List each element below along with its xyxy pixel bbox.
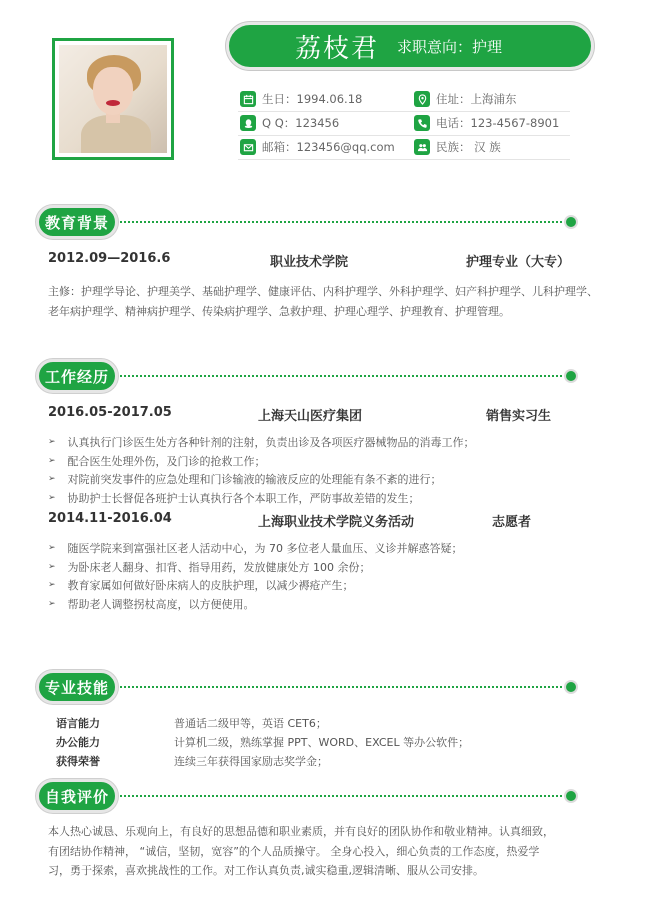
arrow-bullet-icon: ➢ bbox=[48, 455, 56, 466]
ethnicity-text: 民族： 汉 族 bbox=[436, 140, 501, 154]
list-item: ➢ 随医学院来到富强社区老人活动中心，为 70 多位老人量血压、义诊并解惑答疑； bbox=[48, 542, 463, 556]
job-period: 2014.11-2016.04 bbox=[48, 511, 172, 526]
self-eval-text: 本人热心诚恳、乐观向上，有良好的思想品德和职业素质，并有良好的团队协作和敬业精神。认真细致， 有团结协作精神， “诚信，坚韧，宽容”的个人品质操守。 全身心投入，细心负责的工作态度，热爱学 习，勇于探索，喜欢挑战性的工作。对工作认真负责,诚实稳重,逻辑清晰、服从公司安排。 bbox=[48, 825, 554, 877]
arrow-bullet-icon: ➢ bbox=[48, 492, 56, 503]
list-item: ➢ 对院前突发事件的应急处理和门诊输液的输液反应的处理能有条不紊的进行； bbox=[48, 473, 442, 487]
job-role: 志愿者 bbox=[492, 515, 532, 530]
dotted-divider bbox=[120, 795, 566, 797]
section-title-self-eval: 自我评价 bbox=[36, 779, 118, 813]
list-item: ➢ 为卧床老人翻身、扣背、指导用药，发放健康处方 100 余份； bbox=[48, 560, 371, 574]
job-duties-list bbox=[48, 433, 475, 507]
qq-text: Q Q：123456 bbox=[262, 116, 340, 130]
arrow-bullet-icon: ➢ bbox=[48, 561, 56, 572]
calendar-icon bbox=[240, 91, 256, 107]
address-text: 住址：上海浦东 bbox=[436, 92, 517, 106]
mail-icon bbox=[240, 139, 256, 155]
skill-row: 办公能力 计算机二级，熟练掌握 PPT、WORD、EXCEL 等办公软件； bbox=[56, 735, 470, 749]
profile-photo bbox=[59, 45, 167, 153]
skills-table bbox=[56, 713, 469, 770]
birthday-text: 生日：1994.06.18 bbox=[262, 92, 363, 106]
info-email bbox=[240, 136, 395, 158]
skill-row: 获得荣誉 连续三年获得国家励志奖学金； bbox=[56, 754, 328, 768]
list-item: ➢ 认真执行门诊医生处方各种针剂的注射，负责出诊及各项医疗器械物品的消毒工作； bbox=[48, 436, 475, 450]
job-organization: 上海天山医疗集团 bbox=[258, 409, 363, 424]
info-qq bbox=[240, 112, 339, 134]
people-icon bbox=[414, 139, 430, 155]
list-item: ➢ 协助护士长督促各班护士认真执行各个本职工作，严防事故差错的发生； bbox=[48, 491, 420, 505]
info-divider bbox=[238, 159, 570, 160]
job-organization: 上海职业技术学院义务活动 bbox=[258, 515, 415, 530]
email-text: 邮箱：123456@qq.com bbox=[262, 140, 395, 154]
divider-end-dot bbox=[564, 680, 578, 694]
qq-icon bbox=[240, 115, 256, 131]
job-intent: 求职意向：护理 bbox=[397, 37, 503, 56]
info-ethnicity bbox=[414, 136, 501, 158]
phone-text: 电话：123-4567-8901 bbox=[436, 116, 560, 130]
arrow-bullet-icon: ➢ bbox=[48, 543, 56, 554]
info-birthday bbox=[240, 88, 362, 110]
education-school: 职业技术学院 bbox=[270, 255, 349, 270]
candidate-name: 荔枝君 bbox=[295, 33, 380, 64]
arrow-bullet-icon: ➢ bbox=[48, 580, 56, 591]
dotted-divider bbox=[120, 686, 566, 688]
education-courses bbox=[48, 282, 608, 322]
job-role: 销售实习生 bbox=[486, 409, 552, 424]
info-address bbox=[414, 88, 517, 110]
info-phone bbox=[414, 112, 559, 134]
dotted-divider bbox=[120, 221, 566, 223]
location-icon bbox=[414, 91, 430, 107]
courses-line: 老年病护理学、精神病护理学、传染病护理学、急救护理、护理心理学、护理教育、护理管理。 bbox=[48, 305, 510, 318]
courses-line: 主修：护理学导论、护理美学、基础护理学、健康评估、内科护理学、外科护理学、妇产科护理学、儿科护理学、 bbox=[48, 285, 598, 298]
arrow-bullet-icon: ➢ bbox=[48, 474, 56, 485]
job-duties-list bbox=[48, 539, 463, 613]
section-title-skills: 专业技能 bbox=[36, 670, 118, 704]
phone-icon bbox=[414, 115, 430, 131]
dotted-divider bbox=[120, 375, 566, 377]
profile-photo-frame bbox=[52, 38, 174, 160]
arrow-bullet-icon: ➢ bbox=[48, 598, 56, 609]
list-item: ➢ 教育家属如何做好卧床病人的皮肤护理，以减少褥疮产生； bbox=[48, 579, 354, 593]
divider-end-dot bbox=[564, 215, 578, 229]
job-period: 2016.05-2017.05 bbox=[48, 405, 172, 420]
list-item: ➢ 配合医生处理外伤，及门诊的抢救工作； bbox=[48, 454, 266, 468]
divider-end-dot bbox=[564, 789, 578, 803]
education-period: 2012.09—2016.6 bbox=[48, 251, 171, 266]
divider-end-dot bbox=[564, 369, 578, 383]
section-title-work: 工作经历 bbox=[36, 359, 118, 393]
list-item: ➢ 帮助老人调整拐杖高度，以方便使用。 bbox=[48, 597, 255, 611]
section-title-education: 教育背景 bbox=[36, 205, 118, 239]
skill-row: 语言能力 普通话二级甲等，英语 CET6； bbox=[56, 716, 327, 730]
name-banner bbox=[226, 22, 594, 70]
education-major: 护理专业（大专） bbox=[466, 255, 571, 270]
arrow-bullet-icon: ➢ bbox=[48, 437, 56, 448]
